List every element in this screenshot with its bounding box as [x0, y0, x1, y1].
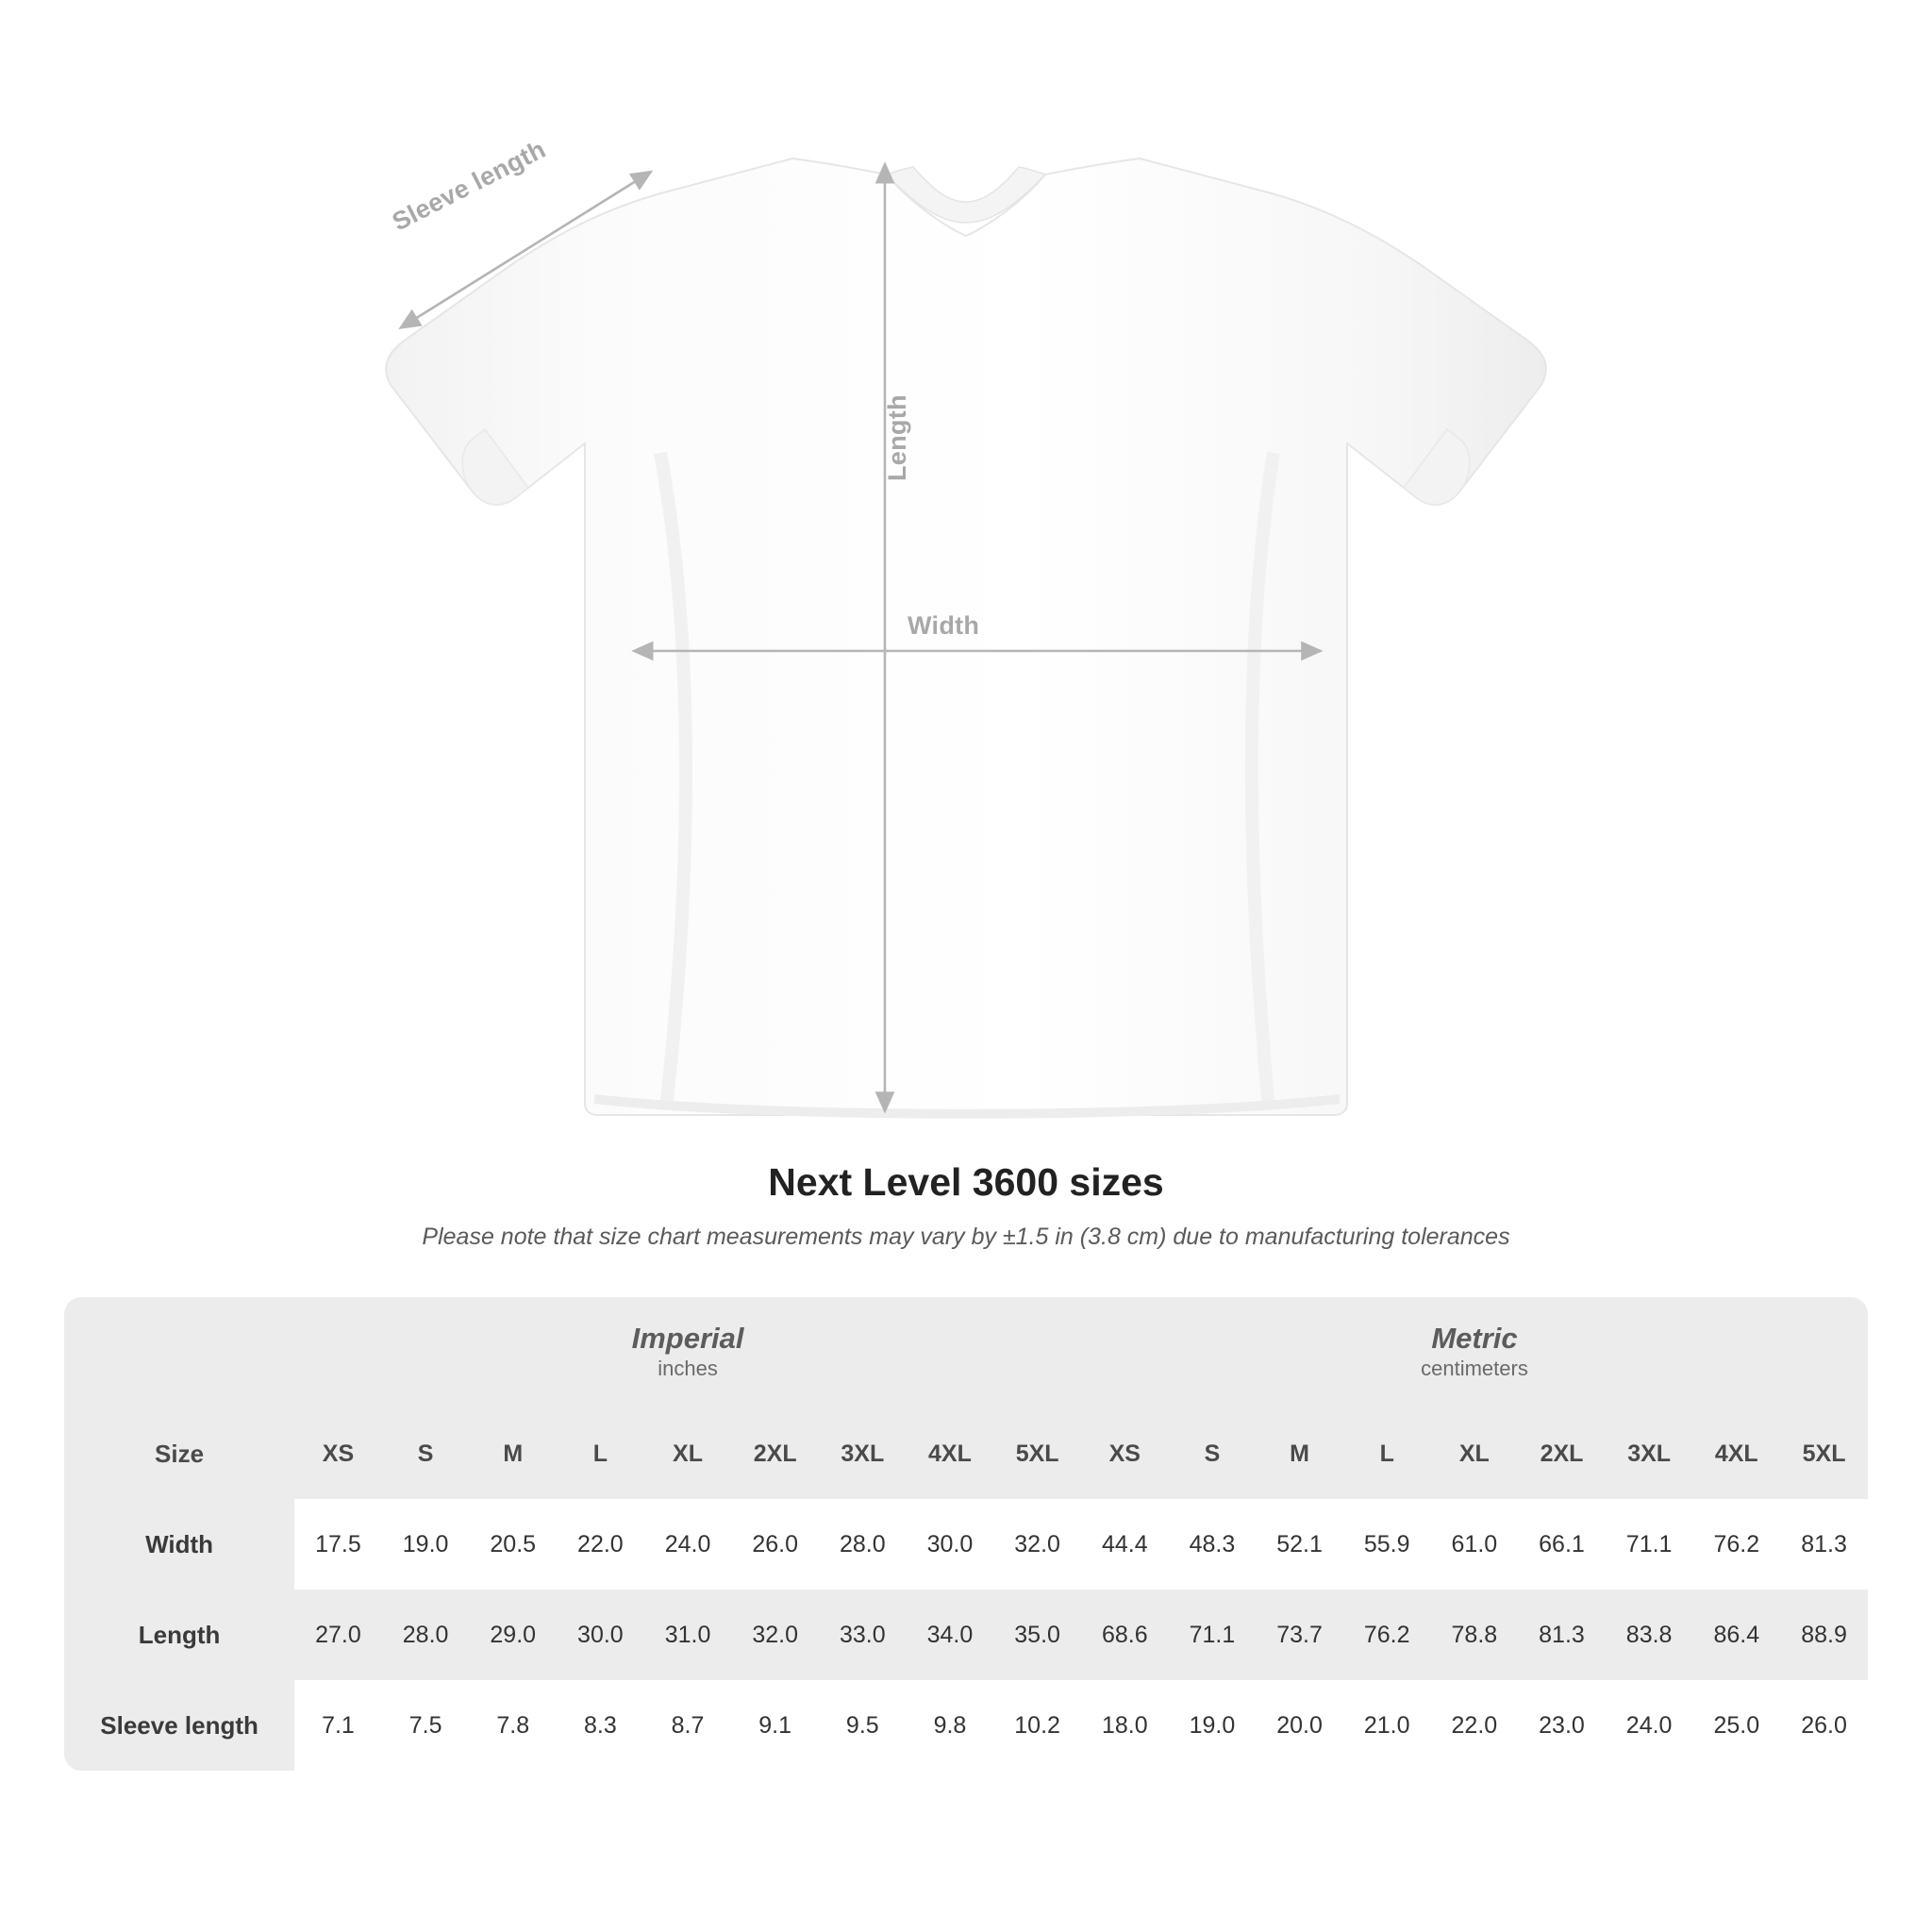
cell-sleeve-imperial-3xl: 9.5 [819, 1680, 907, 1771]
cell-length-metric-xs: 68.6 [1081, 1590, 1169, 1680]
cell-sleeve-metric-4xl: 25.0 [1692, 1680, 1780, 1771]
unit-name-imperial: Imperial [631, 1321, 744, 1355]
cell-length-metric-2xl: 81.3 [1518, 1590, 1606, 1680]
col-header-imperial-xl: XL [644, 1408, 732, 1499]
cell-length-imperial-4xl: 34.0 [907, 1590, 994, 1680]
cell-sleeve-metric-xs: 18.0 [1081, 1680, 1169, 1771]
col-header-imperial-2xl: 2XL [731, 1408, 819, 1499]
cell-sleeve-imperial-l: 8.3 [557, 1680, 644, 1771]
table-row [64, 1680, 1868, 1771]
unit-name-metric: Metric [1431, 1321, 1518, 1355]
col-header-metric-l: L [1343, 1408, 1431, 1499]
cell-width-imperial-4xl: 30.0 [907, 1499, 994, 1590]
col-header-imperial-xs: XS [294, 1408, 382, 1499]
col-header-imperial-m: M [469, 1408, 557, 1499]
cell-width-metric-5xl: 81.3 [1780, 1499, 1868, 1590]
cell-length-metric-s: 71.1 [1169, 1590, 1257, 1680]
col-header-metric-m: M [1256, 1408, 1343, 1499]
cell-width-imperial-m: 20.5 [469, 1499, 557, 1590]
size-header-row [64, 1408, 1868, 1499]
cell-length-metric-5xl: 88.9 [1780, 1590, 1868, 1680]
cell-length-metric-xl: 78.8 [1431, 1590, 1519, 1680]
cell-width-imperial-l: 22.0 [557, 1499, 644, 1590]
col-header-metric-2xl: 2XL [1518, 1408, 1606, 1499]
row-label-length: Length [64, 1590, 294, 1680]
tolerance-note: Please note that size chart measurements may vary by ±1.5 in (3.8 cm) due to manufacturing tolerances [422, 1224, 1510, 1250]
cell-sleeve-metric-m: 20.0 [1256, 1680, 1343, 1771]
cell-width-metric-3xl: 71.1 [1606, 1499, 1693, 1590]
cell-width-metric-xl: 61.0 [1431, 1499, 1519, 1590]
length-label: Length [883, 394, 911, 481]
cell-sleeve-metric-l: 21.0 [1343, 1680, 1431, 1771]
cell-sleeve-imperial-5xl: 10.2 [993, 1680, 1081, 1771]
cell-sleeve-metric-3xl: 24.0 [1606, 1680, 1693, 1771]
cell-width-metric-m: 52.1 [1256, 1499, 1343, 1590]
col-header-metric-5xl: 5XL [1780, 1408, 1868, 1499]
col-header-metric-xl: XL [1431, 1408, 1519, 1499]
cell-length-imperial-s: 28.0 [382, 1590, 470, 1680]
unit-header-metric [1081, 1297, 1868, 1408]
cell-length-imperial-xl: 31.0 [644, 1590, 732, 1680]
row-label-width: Width [64, 1499, 294, 1590]
cell-length-metric-l: 76.2 [1343, 1590, 1431, 1680]
cell-width-imperial-5xl: 32.0 [993, 1499, 1081, 1590]
col-header-metric-xs: XS [1081, 1408, 1169, 1499]
size-table-wrapper [64, 1297, 1868, 1771]
col-header-imperial-3xl: 3XL [819, 1408, 907, 1499]
col-header-imperial-s: S [382, 1408, 470, 1499]
cell-length-imperial-5xl: 35.0 [993, 1590, 1081, 1680]
table-row [64, 1590, 1868, 1680]
cell-width-metric-s: 48.3 [1169, 1499, 1257, 1590]
cell-width-metric-4xl: 76.2 [1692, 1499, 1780, 1590]
cell-sleeve-metric-5xl: 26.0 [1780, 1680, 1868, 1771]
table-corner [64, 1297, 294, 1408]
cell-width-imperial-3xl: 28.0 [819, 1499, 907, 1590]
cell-width-imperial-s: 19.0 [382, 1499, 470, 1590]
cell-length-imperial-m: 29.0 [469, 1590, 557, 1680]
cell-sleeve-metric-xl: 22.0 [1431, 1680, 1519, 1771]
title-block [0, 1160, 1932, 1251]
cell-length-imperial-3xl: 33.0 [819, 1590, 907, 1680]
col-header-imperial-5xl: 5XL [993, 1408, 1081, 1499]
cell-width-imperial-xs: 17.5 [294, 1499, 382, 1590]
cell-length-imperial-xs: 27.0 [294, 1590, 382, 1680]
col-header-imperial-l: L [557, 1408, 644, 1499]
col-header-metric-s: S [1169, 1408, 1257, 1499]
cell-length-metric-4xl: 86.4 [1692, 1590, 1780, 1680]
cell-sleeve-imperial-2xl: 9.1 [731, 1680, 819, 1771]
cell-sleeve-imperial-s: 7.5 [382, 1680, 470, 1771]
cell-sleeve-metric-s: 19.0 [1169, 1680, 1257, 1771]
unit-sub-imperial: inches [658, 1357, 718, 1381]
col-header-metric-3xl: 3XL [1606, 1408, 1693, 1499]
page-title: Next Level 3600 sizes [768, 1160, 1164, 1204]
unit-header-row [64, 1297, 1868, 1408]
cell-width-metric-xs: 44.4 [1081, 1499, 1169, 1590]
cell-width-imperial-xl: 24.0 [644, 1499, 732, 1590]
size-label-cell: Size [64, 1408, 294, 1499]
cell-width-metric-l: 55.9 [1343, 1499, 1431, 1590]
cell-length-metric-3xl: 83.8 [1606, 1590, 1693, 1680]
col-header-imperial-4xl: 4XL [907, 1408, 994, 1499]
size-table [64, 1297, 1868, 1771]
cell-sleeve-metric-2xl: 23.0 [1518, 1680, 1606, 1771]
cell-length-metric-m: 73.7 [1256, 1590, 1343, 1680]
row-label-sleeve-length: Sleeve length [64, 1680, 294, 1771]
col-header-metric-4xl: 4XL [1692, 1408, 1780, 1499]
cell-sleeve-imperial-4xl: 9.8 [907, 1680, 994, 1771]
unit-header-imperial [294, 1297, 1081, 1408]
cell-sleeve-imperial-xs: 7.1 [294, 1680, 382, 1771]
cell-width-imperial-2xl: 26.0 [731, 1499, 819, 1590]
cell-width-metric-2xl: 66.1 [1518, 1499, 1606, 1590]
cell-sleeve-imperial-xl: 8.7 [644, 1680, 732, 1771]
width-label: Width [908, 611, 980, 640]
sleeve-length-label: Sleeve length [387, 134, 551, 237]
unit-sub-metric: centimeters [1421, 1357, 1528, 1381]
cell-length-imperial-l: 30.0 [557, 1590, 644, 1680]
table-row [64, 1499, 1868, 1590]
cell-length-imperial-2xl: 32.0 [731, 1590, 819, 1680]
cell-sleeve-imperial-m: 7.8 [469, 1680, 557, 1771]
